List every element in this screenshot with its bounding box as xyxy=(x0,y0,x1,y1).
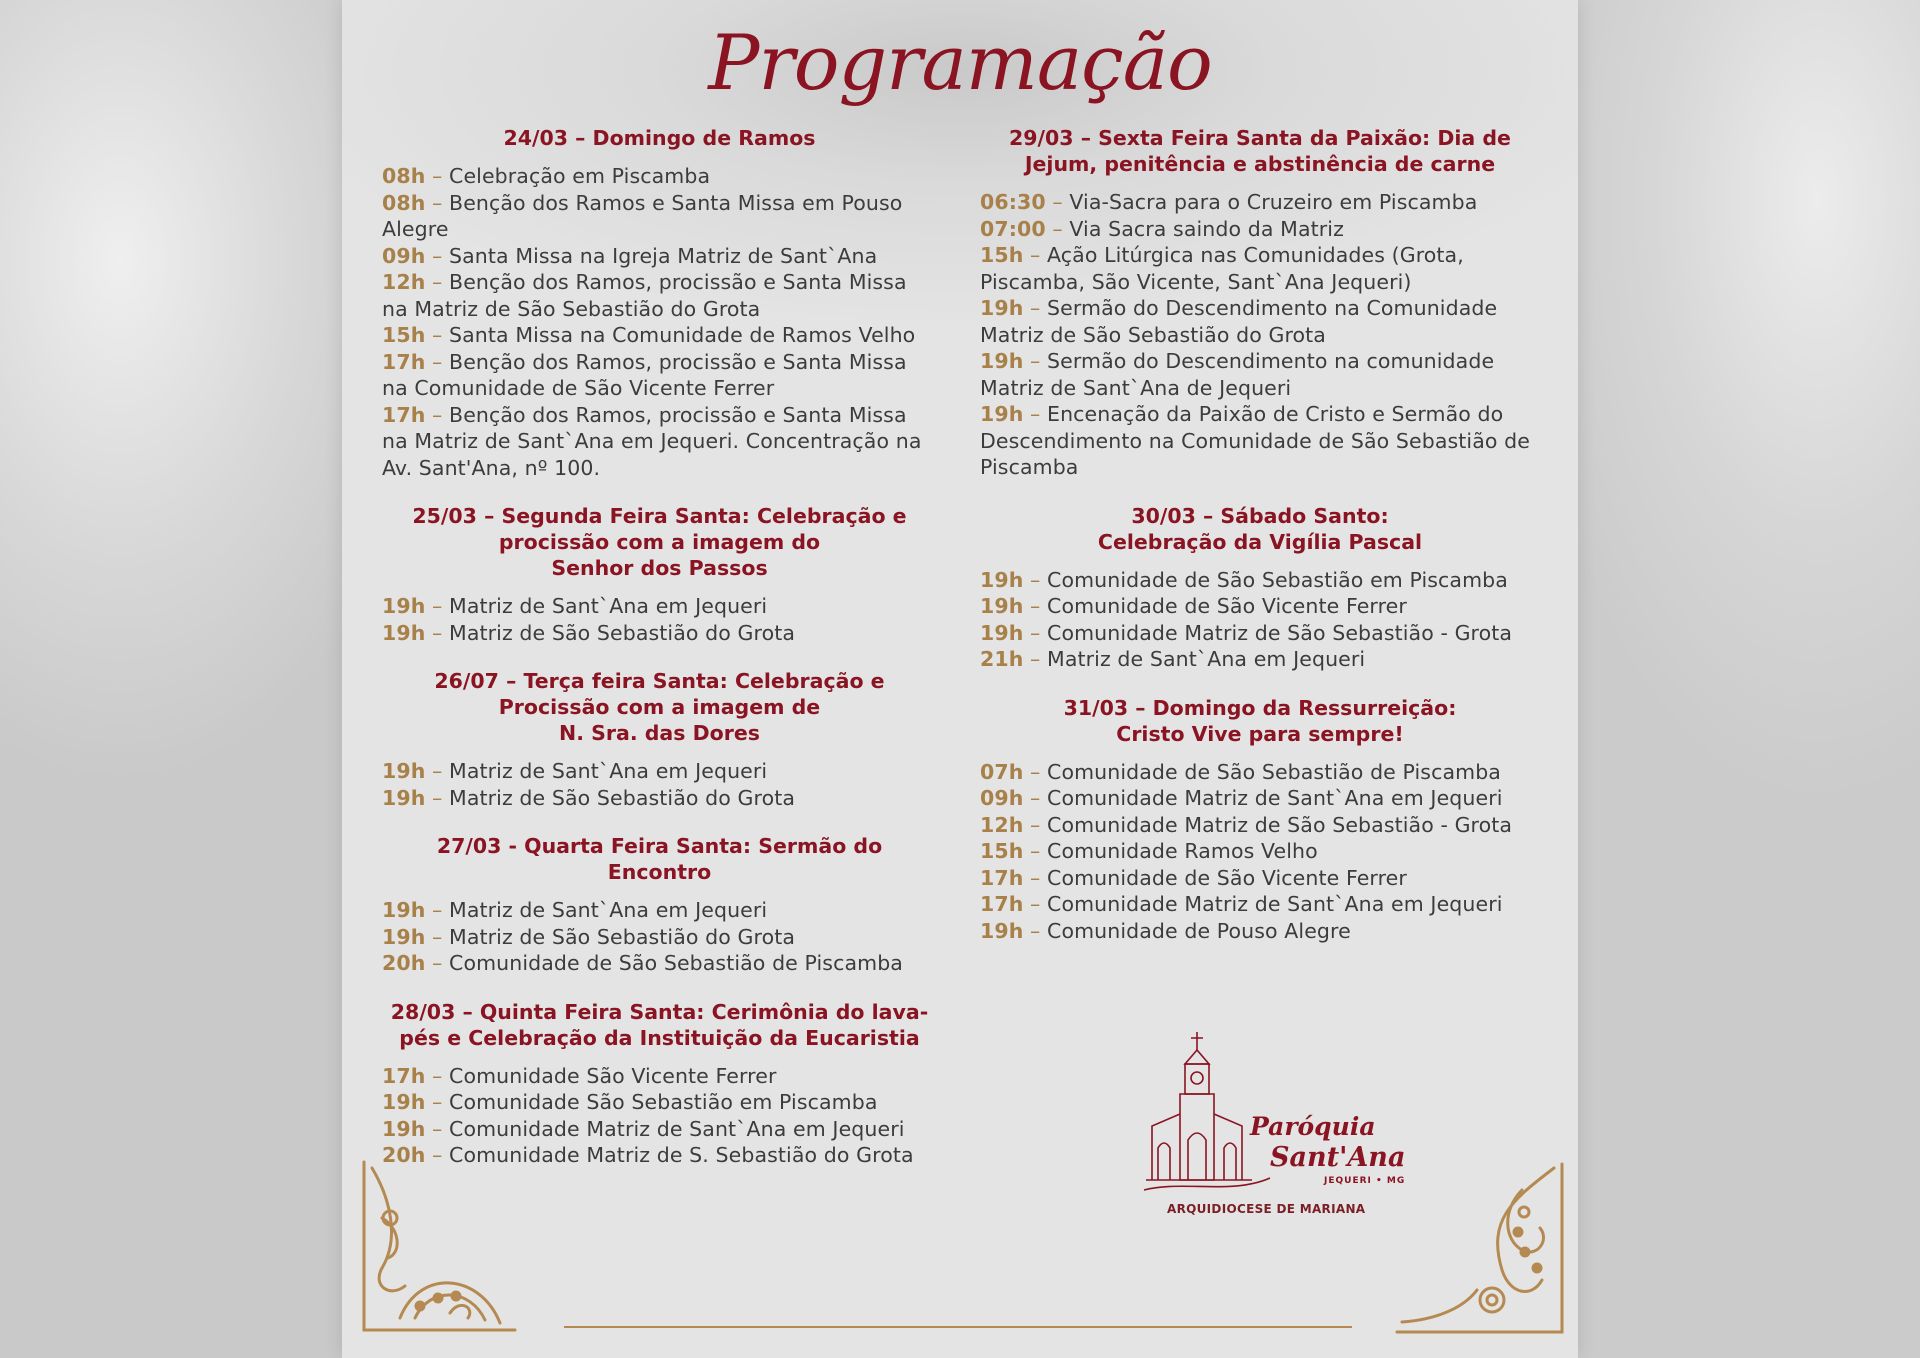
schedule-section xyxy=(382,125,937,481)
schedule-section xyxy=(382,999,937,1169)
schedule-description: Via-Sacra para o Cruzeiro em Piscamba xyxy=(1069,190,1478,214)
dash-separator: – xyxy=(1023,812,1048,837)
dash-separator: – xyxy=(425,785,450,810)
section-heading-line: 30/03 – Sábado Santo: xyxy=(1131,503,1389,528)
schedule-item xyxy=(382,620,937,647)
schedule-description: Comunidade de São Vicente Ferrer xyxy=(1047,594,1407,618)
dash-separator: – xyxy=(425,924,450,949)
dash-separator: – xyxy=(425,402,450,427)
schedule-item xyxy=(980,785,1540,812)
parish-logo xyxy=(1142,1030,1422,1220)
section-heading xyxy=(382,833,937,885)
schedule-time: 08h xyxy=(382,190,426,215)
schedule-time: 12h xyxy=(980,812,1024,837)
section-heading-line: Cristo Vive para sempre! xyxy=(1116,721,1404,746)
logo-archdiocese: ARQUIDIOCESE DE MARIANA xyxy=(1167,1202,1366,1216)
dash-separator: – xyxy=(425,620,450,645)
schedule-item xyxy=(980,891,1540,918)
dash-separator: – xyxy=(425,1143,450,1167)
schedule-time: 19h xyxy=(980,349,1024,373)
schedule-item xyxy=(980,646,1540,673)
schedule-time: 19h xyxy=(382,785,426,810)
bottom-divider xyxy=(564,1326,1352,1328)
schedule-description: Comunidade de São Sebastião de Piscamba xyxy=(1047,759,1501,784)
schedule-time: 20h xyxy=(382,1143,426,1167)
schedule-description: Matriz de Sant`Ana em Jequeri xyxy=(1047,647,1366,671)
schedule-time: 19h xyxy=(980,620,1024,645)
schedule-item xyxy=(980,838,1540,865)
schedule-time: 19h xyxy=(382,924,426,949)
schedule-item xyxy=(382,163,937,190)
schedule-description: Comunidade de São Vicente Ferrer xyxy=(1047,865,1407,890)
schedule-time: 19h xyxy=(980,594,1024,618)
schedule-time: 19h xyxy=(980,296,1024,320)
schedule-time: 15h xyxy=(382,323,426,347)
dash-separator: – xyxy=(1023,243,1048,267)
schedule-description: Comunidade Matriz de Sant`Ana em Jequeri xyxy=(1047,786,1503,810)
schedule-time: 17h xyxy=(980,892,1024,916)
schedule-description: Benção dos Ramos, procissão e Santa Missa na Matriz de São Sebastião do Grota xyxy=(382,270,907,321)
schedule-item xyxy=(382,758,937,785)
schedule-time: 07h xyxy=(980,759,1024,784)
dash-separator: – xyxy=(1023,759,1048,784)
schedule-item xyxy=(382,349,937,402)
schedule-description: Comunidade Matriz de Sant`Ana em Jequeri xyxy=(449,1116,905,1141)
schedule-item xyxy=(980,865,1540,892)
schedule-description: Sermão do Descendimento na Comunidade Matriz de São Sebastião do Grota xyxy=(980,296,1498,347)
schedule-description: Santa Missa na Igreja Matriz de Sant`Ana xyxy=(449,243,878,268)
dash-separator: – xyxy=(1023,296,1048,320)
schedule-time: 19h xyxy=(980,918,1024,943)
section-heading-line: 27/03 - Quarta Feira Santa: Sermão do Encontro xyxy=(436,834,883,884)
section-heading-line: Procissão com a imagem de xyxy=(498,695,821,719)
schedule-time: 19h xyxy=(382,594,426,618)
schedule-time: 06:30 xyxy=(980,190,1046,214)
schedule-description: Comunidade Matriz de Sant`Ana em Jequeri xyxy=(1047,892,1503,916)
schedule-description: Comunidade Matriz de São Sebastião - Grota xyxy=(1047,812,1513,837)
background-left xyxy=(0,0,342,1358)
schedule-description: Sermão do Descendimento na comunidade Matriz de Sant`Ana de Jequeri xyxy=(980,349,1495,400)
section-heading-line: Jejum, penitência e abstinência de carne xyxy=(1024,152,1496,176)
schedule-description: Matriz de Sant`Ana em Jequeri xyxy=(449,594,768,618)
schedule-item xyxy=(980,759,1540,786)
section-heading-line: 26/07 – Terça feira Santa: Celebração e xyxy=(434,669,885,693)
schedule-item xyxy=(382,1089,937,1116)
logo-name-line1: Paróquia xyxy=(1250,1112,1376,1141)
dash-separator: – xyxy=(1045,190,1070,214)
schedule-panel xyxy=(342,0,1578,1358)
schedule-time: 19h xyxy=(382,898,426,922)
dash-separator: – xyxy=(1023,918,1048,943)
schedule-description: Comunidade São Sebastião em Piscamba xyxy=(449,1090,878,1114)
schedule-description: Comunidade São Vicente Ferrer xyxy=(449,1063,777,1088)
schedule-time: 19h xyxy=(382,1116,426,1141)
section-heading xyxy=(382,503,937,581)
schedule-item xyxy=(382,950,937,977)
schedule-item xyxy=(382,269,937,322)
schedule-description: Encenação da Paixão de Cristo e Sermão do Descendimento na Comunidade de São Sebastião de Piscamba xyxy=(980,402,1530,479)
section-heading-line: Celebração da Vigília Pascal xyxy=(1097,529,1423,554)
schedule-section xyxy=(382,503,937,646)
section-heading xyxy=(382,668,937,746)
schedule-description: Matriz de Sant`Ana em Jequeri xyxy=(449,759,768,783)
section-heading-line: procissão com a imagem do xyxy=(498,530,821,554)
dash-separator: – xyxy=(425,164,450,188)
schedule-item xyxy=(980,918,1540,945)
dash-separator: – xyxy=(425,190,450,215)
schedule-item xyxy=(980,401,1540,481)
dash-separator: – xyxy=(1023,839,1048,863)
dash-separator: – xyxy=(1023,892,1048,916)
schedule-description: Benção dos Ramos e Santa Missa em Pouso Alegre xyxy=(382,190,903,241)
dash-separator: – xyxy=(1023,786,1048,810)
logo-name-line2: Sant'Ana xyxy=(1270,1142,1406,1173)
dash-separator: – xyxy=(1023,620,1048,645)
schedule-description: Matriz de São Sebastião do Grota xyxy=(449,785,796,810)
dash-separator: – xyxy=(425,1063,450,1088)
dash-separator: – xyxy=(425,349,450,374)
schedule-description: Comunidade de São Sebastião em Piscamba xyxy=(1047,567,1508,592)
schedule-time: 07:00 xyxy=(980,216,1046,241)
schedule-section xyxy=(980,695,1540,945)
schedule-time: 19h xyxy=(382,1090,426,1114)
schedule-time: 15h xyxy=(980,839,1024,863)
schedule-item xyxy=(382,1116,937,1143)
schedule-item xyxy=(980,593,1540,620)
schedule-section xyxy=(382,668,937,811)
schedule-section xyxy=(980,125,1540,481)
section-heading xyxy=(980,125,1540,177)
schedule-description: Comunidade Ramos Velho xyxy=(1047,839,1318,863)
schedule-description: Matriz de São Sebastião do Grota xyxy=(449,924,796,949)
right-column xyxy=(980,125,1540,966)
schedule-item xyxy=(382,593,937,620)
dash-separator: – xyxy=(425,270,450,294)
dash-separator: – xyxy=(1023,594,1048,618)
schedule-time: 17h xyxy=(980,865,1024,890)
schedule-time: 12h xyxy=(382,270,426,294)
ornament-bottom-left-icon xyxy=(360,1158,520,1333)
logo-place: JEQUERI • MG xyxy=(1324,1176,1406,1186)
schedule-item xyxy=(980,812,1540,839)
schedule-item xyxy=(980,216,1540,243)
left-column xyxy=(382,125,937,1191)
dash-separator: – xyxy=(1023,567,1048,592)
schedule-item xyxy=(980,348,1540,401)
schedule-item xyxy=(980,567,1540,594)
schedule-time: 15h xyxy=(980,243,1024,267)
section-heading-line: 29/03 – Sexta Feira Santa da Paixão: Dia de xyxy=(1009,126,1511,150)
dash-separator: – xyxy=(1045,216,1070,241)
schedule-item xyxy=(382,897,937,924)
dash-separator: – xyxy=(425,951,450,975)
dash-separator: – xyxy=(425,243,450,268)
schedule-description: Matriz de Sant`Ana em Jequeri xyxy=(449,898,768,922)
dash-separator: – xyxy=(1023,865,1048,890)
schedule-time: 19h xyxy=(980,567,1024,592)
schedule-description: Celebração em Piscamba xyxy=(449,164,711,188)
dash-separator: – xyxy=(425,1090,450,1114)
schedule-description: Comunidade Matriz de S. Sebastião do Grota xyxy=(449,1143,914,1167)
schedule-item xyxy=(980,620,1540,647)
schedule-item xyxy=(980,242,1540,295)
schedule-section xyxy=(980,503,1540,673)
schedule-item xyxy=(382,1063,937,1090)
schedule-time: 19h xyxy=(980,402,1024,426)
section-heading xyxy=(382,999,937,1051)
schedule-item xyxy=(382,402,937,482)
schedule-time: 09h xyxy=(980,786,1024,810)
schedule-item xyxy=(980,189,1540,216)
section-heading xyxy=(980,695,1540,747)
section-heading-line: N. Sra. das Dores xyxy=(559,721,760,745)
dash-separator: – xyxy=(1023,402,1048,426)
schedule-time: 21h xyxy=(980,647,1024,671)
dash-separator: – xyxy=(425,594,450,618)
schedule-item xyxy=(382,322,937,349)
schedule-time: 20h xyxy=(382,951,426,975)
section-heading-line: pés e Celebração da Instituição da Eucaristia xyxy=(399,1025,920,1050)
schedule-item xyxy=(382,190,937,243)
schedule-time: 19h xyxy=(382,620,426,645)
schedule-section xyxy=(382,833,937,977)
schedule-time: 09h xyxy=(382,243,426,268)
dash-separator: – xyxy=(1023,349,1048,373)
schedule-item xyxy=(382,785,937,812)
schedule-description: Santa Missa na Comunidade de Ramos Velho xyxy=(449,323,916,347)
dash-separator: – xyxy=(1023,647,1048,671)
dash-separator: – xyxy=(425,1116,450,1141)
section-heading-line: 24/03 – Domingo de Ramos xyxy=(503,126,816,150)
schedule-item xyxy=(382,924,937,951)
schedule-description: Ação Litúrgica nas Comunidades (Grota, Piscamba, São Vicente, Sant`Ana Jequeri) xyxy=(980,243,1464,294)
schedule-description: Benção dos Ramos, procissão e Santa Missa na Matriz de Sant`Ana em Jequeri. Concentração na Av. Sant'Ana, nº 100. xyxy=(382,402,922,480)
schedule-description: Benção dos Ramos, procissão e Santa Missa na Comunidade de São Vicente Ferrer xyxy=(382,349,907,400)
page-title: Programação xyxy=(708,18,1212,107)
section-heading xyxy=(980,503,1540,555)
schedule-description: Via Sacra saindo da Matriz xyxy=(1069,216,1344,241)
dash-separator: – xyxy=(425,323,450,347)
schedule-description: Comunidade de Pouso Alegre xyxy=(1047,918,1351,943)
schedule-time: 17h xyxy=(382,402,426,427)
section-heading-line: 31/03 – Domingo da Ressurreição: xyxy=(1063,695,1457,720)
schedule-item xyxy=(382,243,937,270)
section-heading xyxy=(382,125,937,151)
schedule-item xyxy=(980,295,1540,348)
dash-separator: – xyxy=(425,759,450,783)
dash-separator: – xyxy=(425,898,450,922)
schedule-description: Comunidade de São Sebastião de Piscamba xyxy=(449,951,903,975)
schedule-description: Matriz de São Sebastião do Grota xyxy=(449,620,796,645)
schedule-time: 08h xyxy=(382,164,426,188)
schedule-description: Comunidade Matriz de São Sebastião - Grota xyxy=(1047,620,1513,645)
schedule-time: 19h xyxy=(382,759,426,783)
schedule-time: 17h xyxy=(382,349,426,374)
section-heading-line: 28/03 – Quinta Feira Santa: Cerimônia do lava- xyxy=(390,999,929,1024)
schedule-time: 17h xyxy=(382,1063,426,1088)
section-heading-line: Senhor dos Passos xyxy=(551,556,768,580)
section-heading-line: 25/03 – Segunda Feira Santa: Celebração e xyxy=(412,504,907,528)
background-right xyxy=(1578,0,1920,1358)
